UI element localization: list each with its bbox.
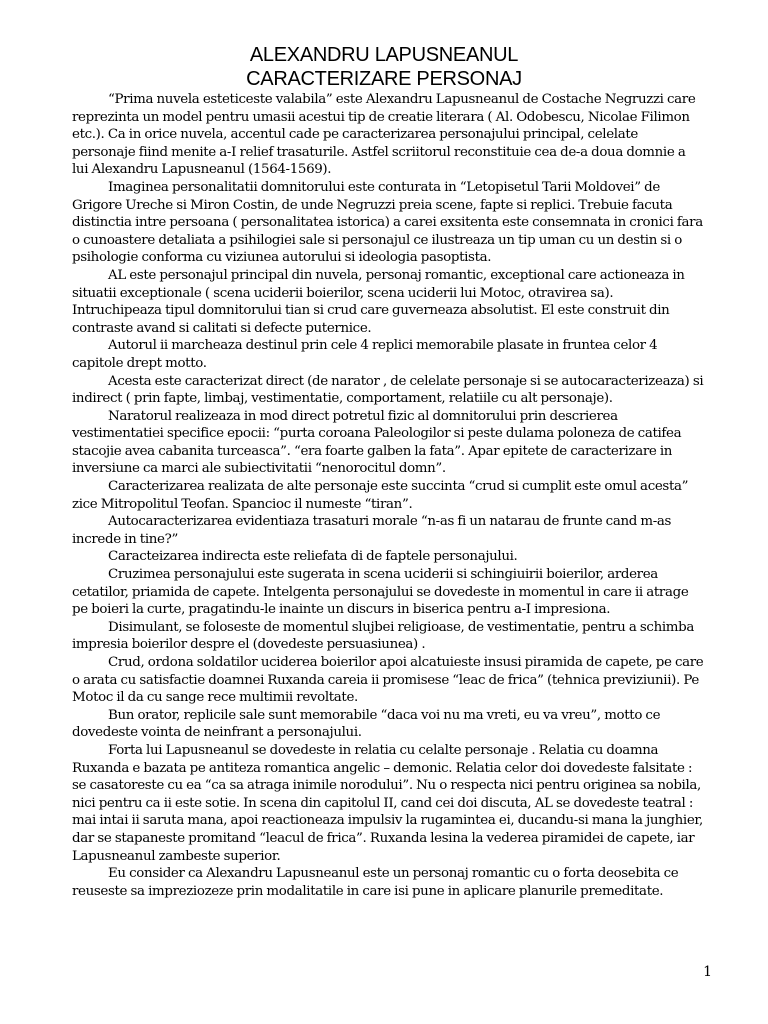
paragraph-dissimulation: Disimulant, se foloseste de momentul slujbei religioase, de vestimentatie, pentru a schimba impresia boierilor despre el (dovedeste persuasiunea) . [72, 619, 694, 653]
paragraph-motto: Autorul ii marcheaza destinul prin cele 4 replici memorabile plasate in fruntea celor 4 capitole drept motto. [72, 338, 658, 371]
title-line-2: CARACTERIZARE PERSONAJ [246, 68, 522, 90]
paragraph-cruelty: Cruzimea personajului este sugerata in scena uciderii si schingiuirii boierilor, arderea cetatilor, priamida de capete. Intelgenta personajului se dovedeste in momentul in care ii atrage pe boieri la curte, pragatindu-le inainte un discurs in biserica pentru a-I impresiona. [72, 567, 689, 618]
document-body [72, 91, 704, 900]
paragraph-orator: Bun orator, replicile sale sunt memorabile “daca voi nu ma vreti, eu va vreu”, motto ce dovedeste vointa de neinfrant a personajului. [72, 707, 661, 741]
paragraph-relations: Forta lui Lapusneanul se dovedeste in relatia cu celalte personaje . Relatia cu doamna Ruxanda e bazata pe antiteza romantica angelic – demonic. Relatia celor doi dovedeste falsitate : se casatoreste cu ea “ca sa atraga inimile norodului”. Nu o respecta nici pentru originea sa nobila, nici pentru ca ii este sotie. In scena din capitolul II, cand cei doi discuta, AL se dovedeste teatral : mai intai ii saruta mana, apoi reactioneaza impulsiv la rugamintea ei, ducandu-si mana la junghier, dar se stapaneste promitand “leacul de frica”. Ruxanda lesina la vederea piramidei de capete, iar Lapusneanul zambeste superior. [72, 742, 703, 864]
paragraph-physical-portrait: Naratorul realizeaza in mod direct potretul fizic al domnitorului prin descrierea vestimentatiei specifice epocii: “purta coroana Paleologilor si peste dulama poloneza de catifea stacojie avea cabanita turceasca”. “era foarte galben la fata”. Apar epitete de caracterizare in inversiune ca marci ale subiectivitatii “nenorocitul domn”. [72, 408, 682, 477]
paragraph-main-character: AL este personajul principal din nuvela, personaj romantic, exceptional care actioneaza in situatii exceptionale ( scena uciderii boierilor, scena uciderii lui Motoc, otravirea sa). Intruchipeaza tipul domnitorului tian si crud care guverneaza absolutist. El este construit din contraste avand si calitati si defecte puternice. [72, 267, 685, 336]
document-title [0, 43, 768, 91]
paragraph-historical-image: Imaginea personalitatii domnitorului este conturata in “Letopisetul Tarii Moldovei” de Grigore Ureche si Miron Costin, de unde Negruzzi preia scene, fapte si replici. Trebuie facuta distinctia intre persoana ( personalitatea istorica) a carei exsitenta este consemnata in cronici fara o cunoastere detaliata a psihilogiei sale si personajul ce ilustreaza un tip uman cu un destin si o psihologie conforma cu viziunea autorului si ideologia pasoptista. [72, 179, 703, 266]
paragraph-intro: “Prima nuvela esteticeste valabila” este Alexandru Lapusneanul de Costache Negruzzi care reprezinta un model pentru umasii acestui tip de creatie literara ( Al. Odobescu, Nicolae Filimon etc.). Ca in orice nuvela, accentul cade pe caracterizarea personajului principal, celelate personaje fiind menite a-I relief trasaturile. Astfel scriitorul reconstituie cea de-a doua domnie a lui Alexandru Lapusneanul (1564-1569). [72, 92, 696, 178]
page-number: 1 [703, 964, 712, 980]
paragraph-cruel-orders: Crud, ordona soldatilor uciderea boierilor apoi alcatuieste insusi piramida de capete, pe care o arata cu satisfactie doamnei Ruxanda careia ii promisese “leac de frica” (tehnica previziunii). Pe Motoc il da cu sange rece multimii revoltate. [72, 655, 704, 706]
paragraph-conclusion: Eu consider ca Alexandru Lapusneanul este un personaj romantic cu o forta deosebita ce reuseste sa impreziozeze prin modalitatile in care isi pune in aplicare planurile premeditate. [72, 866, 679, 899]
paragraph-characterization-types: Acesta este caracterizat direct (de narator , de celelate personaje si se autocaracterizeaza) si indirect ( prin fapte, limbaj, vestimentatie, comportament, relatiile cu alt personaje). [72, 373, 704, 407]
paragraph-indirect: Caracteizarea indirecta este reliefata di de faptele personajului. [108, 549, 518, 565]
paragraph-self-characterization: Autocaracterizarea evidentiaza trasaturi morale “n-as fi un natarau de frunte cand m-as increde in tine?” [72, 514, 672, 547]
title-line-1: ALEXANDRU LAPUSNEANUL [249, 44, 519, 66]
paragraph-other-characters: Caracterizarea realizata de alte personaje este succinta “crud si cumplit este omul acesta” zice Mitropolitul Teofan. Spancioc il numeste “tiran”. [72, 479, 689, 512]
